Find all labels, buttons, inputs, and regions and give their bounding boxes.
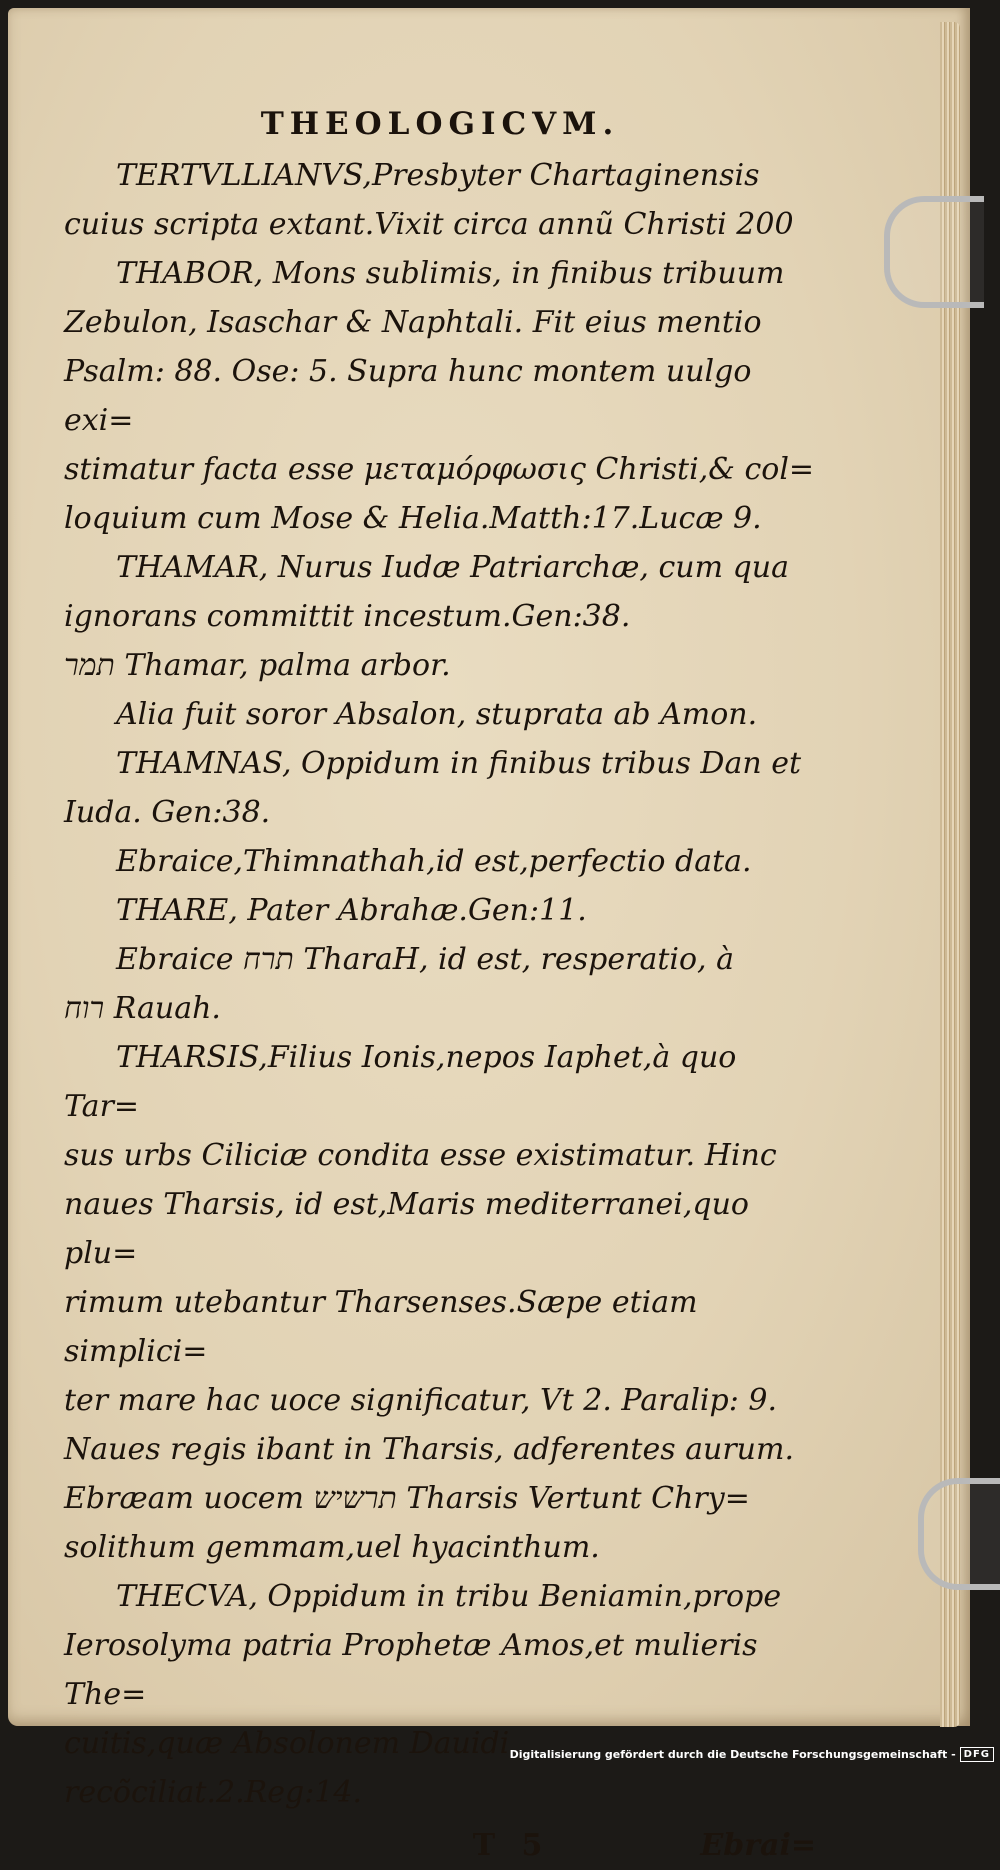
text-line: ter mare hac uoce significatur, Vt 2. Paralip: 9. [64, 1383, 777, 1418]
text-line: sus urbs Ciliciæ condita esse existimatur. Hinc [64, 1138, 777, 1173]
page-foot [64, 1821, 816, 1870]
text-line: rimum utebantur Tharsenses.Sæpe etiam simplici= [64, 1285, 698, 1369]
text-line: Alia fuit soror Absalon, stuprata ab Amon. [116, 697, 758, 732]
text-line: רוח Rauah. [64, 991, 221, 1026]
page-text [64, 100, 816, 1870]
signature-mark: T 5 [472, 1828, 551, 1863]
catchword: Ebrai= [700, 1828, 816, 1863]
text-line: Ierosolyma patria Prophetæ Amos,et mulieris The= [64, 1628, 758, 1712]
text-line: Ebræam uocem תרשיש Tharsis Vertunt Chry= [64, 1481, 750, 1516]
text-line: Psalm: 88. Ose: 5. Supra hunc montem uulgo exi= [64, 354, 752, 438]
text-line: cuius scripta extant.Vixit circa annũ Christi 200 [64, 207, 794, 242]
digitization-footer [510, 1747, 994, 1762]
text-line: THAMNAS, Oppidum in finibus tribus Dan et [116, 746, 802, 781]
text-line: THARSIS,Filius Ionis,nepos Iaphet,à quo Tar= [64, 1040, 737, 1124]
text-line: Zebulon, Isaschar & Naphtali. Fit eius mentio [64, 305, 762, 340]
text-line: תמר Thamar, palma arbor. [64, 648, 451, 683]
text-line: Iuda. Gen:38. [64, 795, 271, 830]
clasp-icon [918, 1478, 1000, 1590]
text-line: naues Tharsis, id est,Maris mediterranei,quo plu= [64, 1187, 749, 1271]
text-line: THARE, Pater Abrahæ.Gen:11. [116, 893, 587, 928]
text-line: THECVA, Oppidum in tribu Beniamin,prope [116, 1579, 782, 1614]
text-line: solithum gemmam,uel hyacinthum. [64, 1530, 600, 1565]
text-line: cuitis,quæ Absolonem Dauidi recõciliat.2.Reg:14. [64, 1726, 510, 1810]
text-line: loquium cum Mose & Helia.Matth:17.Lucæ 9. [64, 501, 762, 536]
text-line: stimatur facta esse μεταμόρφωσις Christi,& col= [64, 452, 815, 487]
text-line: Naues regis ibant in Tharsis, adferentes aurum. [64, 1432, 794, 1467]
text-line: Ebraice תרח TharaH, id est, resperatio, à [116, 942, 734, 977]
text-line: TERTVLLIANVS,Presbyter Chartaginensis [116, 158, 760, 193]
running-head: THEOLOGICVM. [260, 106, 620, 142]
clasp-icon [884, 196, 984, 308]
dfg-logo-icon: DFG [960, 1747, 994, 1762]
text-line: THABOR, Mons sublimis, in finibus tribuum [116, 256, 785, 291]
text-line: ignorans committit incestum.Gen:38. [64, 599, 631, 634]
text-line: Ebraice,Thimnathah,id est,perfectio data. [116, 844, 752, 879]
text-line: THAMAR, Nurus Iudæ Patriarchæ, cum qua [116, 550, 790, 585]
footer-text: Digitalisierung gefördert durch die Deutsche Forschungsgemeinschaft - [509, 1748, 956, 1761]
